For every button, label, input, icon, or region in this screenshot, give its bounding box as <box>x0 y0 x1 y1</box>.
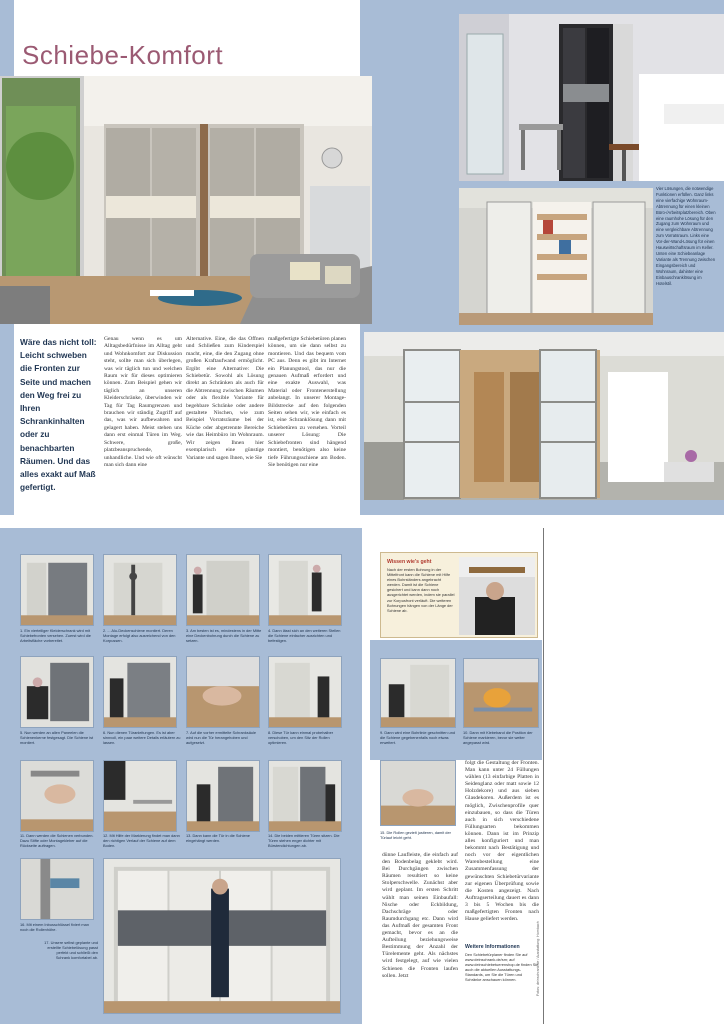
walk-in-closet-photo <box>459 188 653 325</box>
step-photo-6 <box>103 656 177 728</box>
step-caption-1: 1. Ein vierteiliger Kleiderschrank wird mit Schiebefronten versehen. Zuerst wird die Arbeitsfläche vorbereitet. <box>20 628 91 644</box>
step-photo-1 <box>20 554 94 626</box>
step-photo-9 <box>380 658 456 728</box>
tip-box-title: Wissen wie's geht <box>387 559 432 565</box>
step-caption-3: 3. Am besten ist es, mindestens in der Mitte eine Deckenbohrung durch die Schiene zu setzen. <box>186 628 262 644</box>
more-info-title: Weitere Informationen <box>465 944 520 950</box>
step-photo-16 <box>20 858 94 920</box>
hero-living-room-photo <box>0 76 372 324</box>
final-caption: 17. Unsere selbst geplante und erstellte Schiebelösung passt perfekt und schließt den Schrank komfortabel ab. <box>44 940 98 961</box>
step-caption-12: 12. Mit Hilfe der Markierung findet man dann den richtigen Verlauf der Schiene auf dem Boden. <box>103 833 180 849</box>
more-info-text: Den Schiebetürplaner finden Sie auf www.deinschrank.de/sm; auf www.deinschiebetuerenshop.de finden Sie auch die aktuellen Ausstattungs-Standards, um Sie die Türen und Schränke anschauen können. <box>465 952 539 983</box>
step-caption-10: 10. Dann mit Klebeband die Position der Schiene markieren, bevor sie weiter angepasst wird. <box>463 730 533 746</box>
step-photo-5 <box>20 656 94 728</box>
step-caption-8: 8. Diese Tür kann einmal probehalber verschoben, um den Sitz der Rollen optimieren. <box>268 730 334 746</box>
step-caption-11: 11. Dann werden die Schienen verbunden. Dazu Stifte oder Montagekleber auf die Rückseite auftragen. <box>20 833 94 849</box>
step-caption-15: 15. Die Rollen gezielt justieren, damit der Türlauf leicht geht. <box>380 830 451 841</box>
side-caption: Vier Lösungen, die notwendige Funktionen erfüllen. Ganz links eine vierfachige Wohnraum-Abtrennung für einen kleinen Büro-/Arbeitsplatzbereich. Oben eine raumhohe Lösung für den Zugang zum Wohnraum und eine vergleichbare Abtrennung zum Vorratsraum. Links eine Vor-der-Wand-Lösung für einen Hauswirtschaftsraum im Keller. Unten eine Schiebeanlage Variante als Trennung zwischen Eingangsbereich und Wohnraum, dahinter eine Einbauschranklösung im Hotelstil. <box>656 186 716 286</box>
step-photo-12 <box>103 760 177 832</box>
bottom-divider <box>543 528 544 1024</box>
step-photo-13 <box>186 760 260 832</box>
tip-box-text: Nach der ersten Bohrung in der Mittelfront kann die Schiene mit Hilfe eines Bohrständers angebracht werden. Damit ist die Schiene gesichert und kann dann noch ausgerichtet werden, indem sie parallel zur Korpusfront verläuft. Die weiteren Bohrungen hängen von der Länge der Schiene ab. <box>387 567 455 613</box>
kitchen-pantry-photo <box>459 14 724 181</box>
step-photo-7 <box>186 656 260 728</box>
step-caption-5: 5. Nun werden an allen Paneelen die Schienenkerne festgesagt. Die Schiene ist montiert. <box>20 730 94 746</box>
step-caption-13: 13. Dann kann die Tür in die Schiene eingehängt werden. <box>186 833 250 844</box>
body-column-2: Alternative. Eine, die das Öffnen und Schließen zum Kinderspiel macht, eine, die den Zugang ohne großen Kraftaufwand ermöglicht. Ergibt eine Alternative: Die Schiebetür. Sowohl als Lösung direkt an Schränken als auch für die Abtrennung zwischen Räumen oder als flexible Variante für begehbare Schränke oder andere gestaltete Nischen, wie zum Beispiel Vorratsräume bei der Küche oder abgetrennte Bereiche wie das Heimbüro im Wohnraum. Wir zeigen Ihnen hier exemplarisch eine günstige Variante und sagen Ihnen, wie Sie <box>186 336 264 461</box>
step-photo-11 <box>20 760 94 832</box>
step-photo-15 <box>380 760 456 826</box>
step-photo-8 <box>268 656 342 728</box>
bottom-body-text-1: dünne Laufleiste, die einfach auf den Bodenbelag geklebt wird. Bei Durchgängen zwischen Räumen resultiert so keine Stolperschwelle. Zunächst aber wird geplant. Im ersten Schritt wählt man seinen Einbaufall: Nische oder Eckbildung, Dachschräge oder Raumdurchgang etc. Dann wird das Aufmaß der gesamten Front gemacht, bevor es an die Aufteilung beziehungsweise Bestimmung der Anzahl der Türelemente geht. Als nächstes wird festgelegt, auf wie vielen Schienen die Fronten laufen sollen. Jetzt <box>382 852 458 979</box>
step-caption-2: 2. ... Alu-Deckenschiene montiert. Deren Montage erfolgt also ausreichend von den Korpussen. <box>103 628 176 644</box>
step-photo-10 <box>463 658 539 728</box>
step-caption-6: 6. Nun dienen Türanleitungen. Es ist aber sinnvoll, ein paar weitere Details erläutern zu lassen. <box>103 730 181 746</box>
lead-text: Wäre das nicht toll: Leicht schweben die Fronten zur Seite und machen den Weg frei zu Ihren Schrankinhalten oder zu benachbarten Räumen. Und das alles exakt auf Maß gefertigt. <box>20 337 97 493</box>
final-wardrobe-photo <box>103 858 341 1014</box>
step-photo-3 <box>186 554 260 626</box>
body-column-3: maßgefertigte Schiebetüren planen können, um sie dann selbst zu montieren. Und das bequem vom PC aus. Denn es gibt im Internet ein Planungstool, das nur die genauen Aufmaß erfordert und eine exakte Auswahl, was Material oder Frontenerstellung anbelangt. In unserer Montage-Bildstrecke auf den folgenden Seiten sehen wir, wie einfach es ist, eine Schranklösung dann mit Schiebetüren zu versehen. Vorteil unserer Lösung: Die Schiebefronten sind hängend montiert, benötigen also keine tiefe Führungsschiene am Boden. Sie benötigen nur eine <box>268 336 346 468</box>
step-photo-2 <box>103 554 177 626</box>
page-title: Schiebe-Komfort <box>22 40 224 70</box>
step-caption-4: 4. Dann lässt sich an den weiteren Stellen die Schiene einfacher ausrichten und befestigen. <box>268 628 341 644</box>
step-photo-14 <box>268 760 342 832</box>
step-caption-14: 14. Die beiden mittleren Türen sitzen. Die Türen stehen enger dichter mit Bürstendichtungen ab. <box>268 833 340 849</box>
step-photo-4 <box>268 554 342 626</box>
step-caption-7: 7. Auf die vorher ermittelte Schranksäule wird nun die Tür herangehoben und aufgesetzt. <box>186 730 257 746</box>
body-column-1: Genau wenn es um Alltagsbedürfnisse im Alltag geht und Wohnkomfort zur Diskussion steht, sollte man sich überlegen, was wir täglich tun und welchen Raum wir für dieses optimieren können. Zum Beispiel gehen wir täglich an unseren Kleiderschränke, überwinden wir Tag für Tag Raumgrenzen und brauchen wir ständig Zugriff auf das, was wir aufbewahren und gelagert haben. Meist stehen uns dann erst einmal Türen im Weg. Schwere, große, platzbeanspruchende, unhandliche. Und wie oft wünscht man sich dann eine <box>104 336 182 468</box>
hallway-sliding-door-photo <box>364 332 724 500</box>
tip-box-photo <box>459 557 535 635</box>
tip-box <box>380 552 538 638</box>
bottom-body-text-2: folgt die Gestaltung der Fronten. Man kann unter 24 Füllungen wählen (13 einfarbige Platten in Seidenglanz oder matt sowie 12 Holzdekore) und aus sieben Glasdekoren. Außerdem ist es möglich, Zwischenprofile quer einzubauen, so dass die Türen auch in sich verschiedene Füllungsarten bekommen können. Dann ist im Prinzip alles konfiguriert und man bekommt nach Bestätigung und noch vor der eigentlichen Warenbestellung eine Zusammenfassung der gewünschten Schiebetürvariante zur eigenen Überprüfung sowie die Kosten angezeigt. Nach Auftragserteilung dauert es dann 3 bis 5 Wochen bis die maßgefertigten Fronten nach Hause geliefert werden. <box>465 760 539 923</box>
step-caption-16: 16. Mit einem Inbusschlüssel fixiert man noch die Rollenhöhe. <box>20 922 89 933</box>
step-caption-9: 9. Dann wird eine Bohrlinie geschnitten und die Schiene gegebenenfalls noch etwas erweitert. <box>380 730 456 746</box>
photo-credit: Fotos: deinschrank.de / Ausstattung: Hornbach <box>536 921 540 996</box>
